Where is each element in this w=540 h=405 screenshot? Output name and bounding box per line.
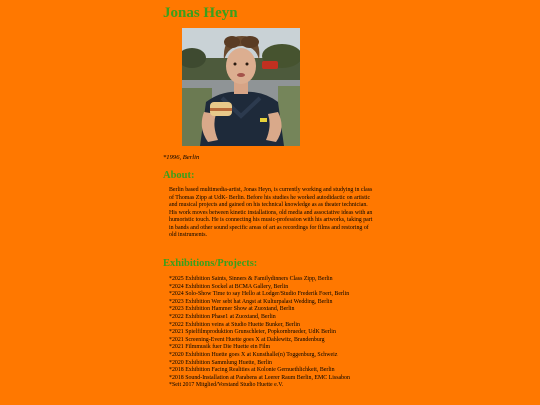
- project-item: *Seit 2017 Mitglied/Vorstand Studio Huette e.V.: [169, 382, 284, 389]
- about-heading: About:: [163, 170, 195, 181]
- project-item: *2024 Solo-Show Time to say Hello at Lodger/Studio Frederik Foert, Berlin: [169, 291, 350, 298]
- project-item: *2024 Exhibition Sockel at BCMA Gallery, Berlin: [169, 283, 289, 290]
- artist-photo: [182, 28, 300, 146]
- project-item: *2023 Exhibition Wer sebt hat Angst at Kulturpalast Wedding, Berlin: [169, 298, 333, 305]
- project-item: *2023 Exhibition Hammer Show at Zuoxtand, Berlin: [169, 306, 295, 313]
- project-item: *2020 Exhibition Huette goes X at Kunsthalle(n) Toggenburg, Schweiz: [169, 351, 338, 358]
- project-item: *2021 Filmmusik fuer Die Huette ein Film: [169, 344, 271, 351]
- about-text: Berlin based multimedia-artist, Jonas Heyn, is currently working and studying in class of Thomas Zipp at UdK- Berlin. Before his studies he worked autodidactic on artistic and musical projects and gained on his technical knowledge as as theater technician. His work moves between kinetic installations, old media and associative ideas with an humoristic touch. He is connecting his music-profession with his artworks, taking part in bands and other sound specific areas of art as recordings for films and restoring of old instruments.: [169, 187, 373, 238]
- project-item: *2022 Exhibition Phase1 at Zuoxtand, Berlin: [169, 313, 276, 320]
- projects-heading: Exhibitions/Projects:: [163, 258, 258, 269]
- project-item: *2025 Exhibition Saints, Sinners & Familydinners Class Zipp, Berlin: [169, 276, 333, 282]
- birth-info: *1996, Berlin: [163, 154, 200, 161]
- project-item: *2021 Spielfilmproduktion Grunschleier, Popkornbrueder, UdK Berlin: [169, 329, 336, 336]
- project-item: *2020 Exhibition Sammlung Huette, Berlin: [169, 359, 272, 366]
- project-item: *2022 Exhibition veins at Studio Huette Bunker, Berlin: [169, 321, 300, 328]
- project-item: *2021 Screening-Event Huette goes X at Dahlewitz, Brandenburg: [169, 336, 325, 343]
- projects-list: [169, 276, 374, 390]
- artist-photo-image: [182, 28, 300, 146]
- project-item: *2018 Exhibition Facing Realities at Kolonie Gernuethlichkeit, Berlin: [169, 367, 335, 374]
- page-title: Jonas Heyn: [163, 5, 238, 21]
- project-item: *2018 Sound-Installation at Parabens at Leerer Raum Berlin, EMC Lissabon: [169, 374, 350, 381]
